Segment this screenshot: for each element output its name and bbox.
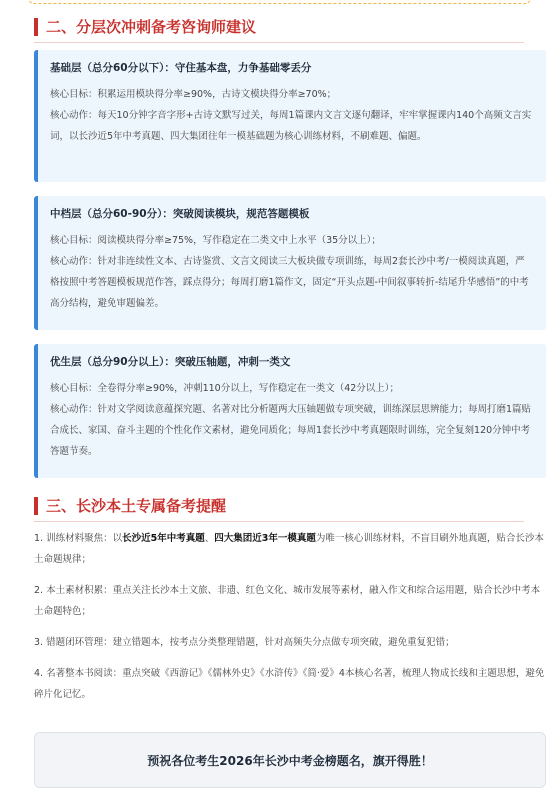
heading-accent-bar	[34, 497, 38, 515]
tier-goal: 核心目标：积累运用模块得分率≥90%，古诗文模块得分率≥70%；	[50, 89, 337, 100]
tips-list	[34, 528, 546, 715]
section-heading-tiers	[34, 16, 256, 37]
tier-goal: 核心目标：全卷得分率≥90%，冲刺110分以上，写作稳定在一类文（42分以上）；	[50, 383, 400, 394]
tier-card-top	[34, 344, 546, 478]
tier-card-basic	[34, 50, 546, 182]
tier-title: 基础层（总分60分以下）：守住基本盘，力争基础零丢分	[50, 62, 312, 74]
tip-highlight: 长沙近5年中考真题	[122, 533, 205, 544]
tip-item: 4. 名著整本书阅读：重点突破《西游记》《儒林外史》《水浒传》《简·爱》4本核心名著，梳理人物成长线和主题思想，避免碎片化记忆。	[34, 668, 545, 700]
tip-text: 为唯一核心训练材料，不盲目刷外地真题，贴合长沙本土命题规律；	[34, 533, 544, 565]
tier-action: 核心动作：针对非连续性文本、古诗鉴赏、文言文阅读三大板块做专项训练，每周2套长沙中考/一模阅读真题，严格按照中考答题模板规范作答，踩点得分；每周打磨1篇作文，固定“开头点题-中间叙事转折-结尾升华感悟”的中考高分结构，避免审题偏差。	[50, 256, 529, 309]
section-title: 三、长沙本土专属备考提醒	[46, 497, 227, 515]
section-heading-local	[34, 495, 226, 516]
tier-title: 优生层（总分90分以上）：突破压轴题，冲刺一类文	[50, 356, 291, 368]
tier-goal: 核心目标：阅读模块得分率≥75%，写作稳定在二类文中上水平（35分以上）；	[50, 235, 381, 246]
tier-action: 核心动作：针对文学阅读意蕴探究题、名著对比分析题两大压轴题做专项突破，训练深层思辨能力；每周打磨1篇贴合成长、家国、奋斗主题的个性化作文素材，避免同质化；每周1套长沙中考真题限时训练，完全复刻120分钟中考答题节奏。	[50, 404, 532, 457]
section-title: 二、分层次冲刺备考咨询师建议	[46, 18, 257, 36]
heading-underline	[34, 521, 524, 522]
previous-box-edge	[28, 0, 531, 4]
tier-card-middle	[34, 196, 546, 330]
heading-underline	[34, 42, 524, 43]
tip-text: 1. 训练材料聚焦：以	[34, 533, 123, 544]
closing-message-box	[34, 732, 546, 788]
tip-highlight: 四大集团近3年一模真题	[214, 533, 316, 544]
tip-text: 、	[204, 533, 215, 544]
tier-title: 中档层（总分60-90分）：突破阅读模块，规范答题模板	[50, 208, 310, 220]
closing-message: 预祝各位考生2026年长沙中考金榜题名，旗开得胜！	[147, 753, 433, 768]
tip-item: 2. 本土素材积累：重点关注长沙本土文旅、非遗、红色文化、城市发展等素材，融入作文和综合运用题，贴合长沙中考本土命题特色；	[34, 585, 541, 617]
heading-accent-bar	[34, 18, 38, 36]
tip-item: 3. 错题闭环管理：建立错题本，按考点分类整理错题，针对高频失分点做专项突破，避免重复犯错；	[34, 637, 455, 648]
tip-item	[34, 528, 546, 570]
tier-action: 核心动作：每天10分钟字音字形+古诗文默写过关，每周1篇课内文言文逐句翻译，牢牢掌握课内140个高频文言实词，以长沙近5年中考真题、四大集团往年一模基础题为核心训练材料，不刷难题、偏题。	[50, 110, 532, 142]
